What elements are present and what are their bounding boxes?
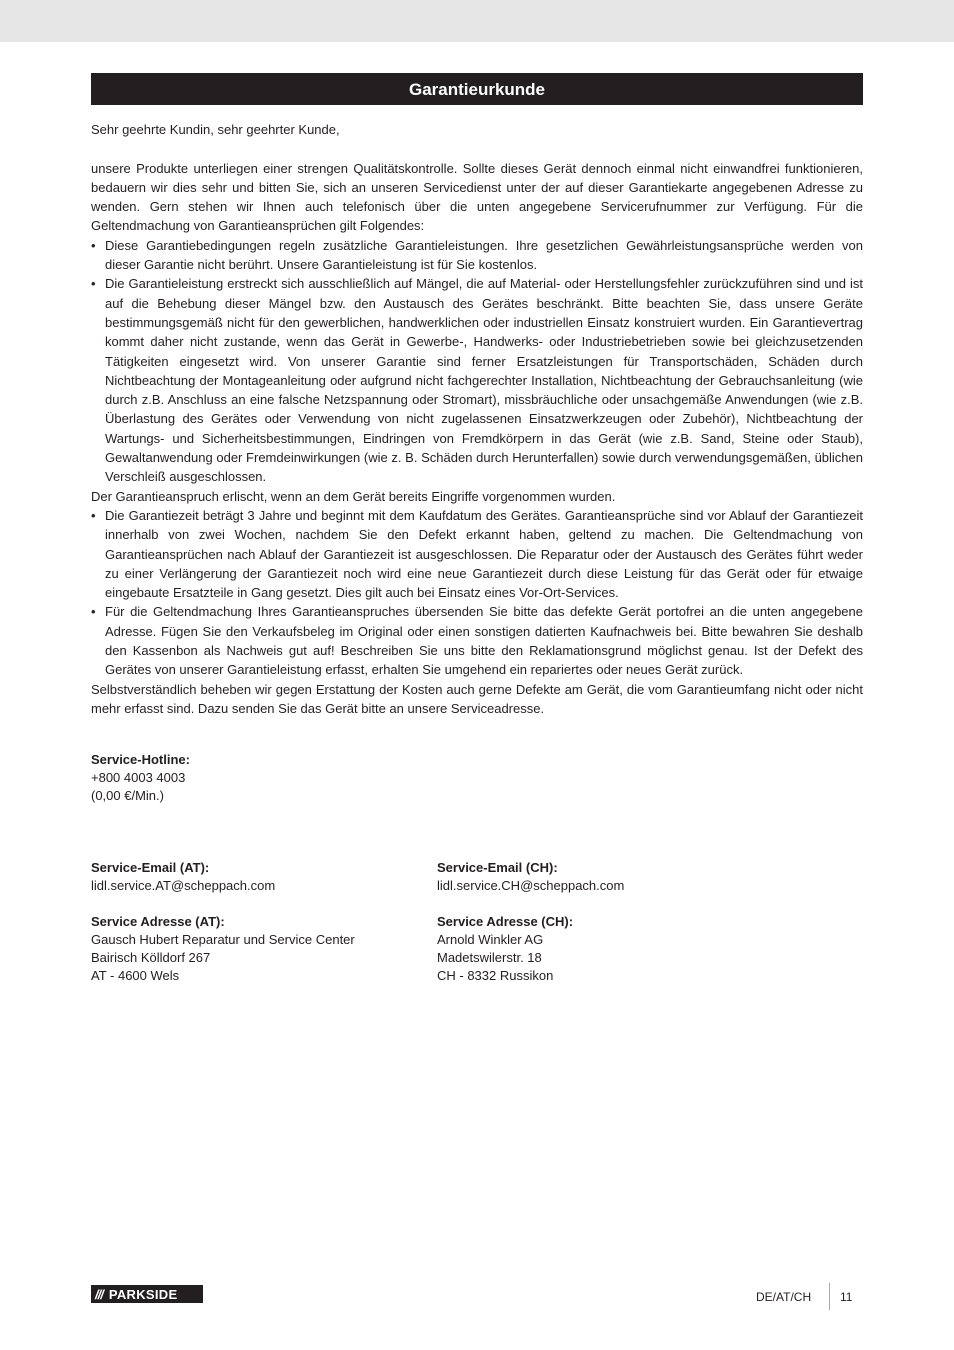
email-at-block — [91, 859, 437, 895]
logo-slashes: /// — [95, 1286, 103, 1302]
address-at-line: AT - 4600 Wels — [91, 968, 180, 983]
footer-language-codes: DE/AT/CH — [756, 1290, 812, 1304]
list-item: • Für die Geltendmachung Ihres Garantieanspruches übersenden Sie bitte das defekte Gerät portofrei an die unten angegebene Adresse. Fügen Sie den Verkaufsbeleg im Original oder einen sonstigen datierten Kaufnachweis bei. Bitte bewahren Sie deshalb den Kassenbon als Nachweis gut auf! Beschreiben Sie uns bitte den Reklamationsgrund möglichst genau. Ist der Defekt des Gerätes von unserer Garantieleistung erfasst, erhalten Sie umgehend ein repariertes oder neues Gerät zurück. — [91, 602, 863, 679]
address-at-line: Bairisch Kölldorf 267 — [91, 950, 211, 965]
list-item: • Die Garantiezeit beträgt 3 Jahre und beginnt mit dem Kaufdatum des Gerätes. Garantieansprüche sind vor Ablauf der Garantiezeit innerhalb von zwei Wochen, nachdem Sie den Defekt erkannt haben, geltend zu machen. Die Geltendmachung von Garantieansprüchen nach Ablauf der Garantiezeit ist ausgeschlossen. Die Reparatur oder der Austausch des Gerätes führt weder zu einer Verlängerung der Garantiezeit noch wird eine neue Garantiezeit durch diese Leistung für das Gerät oder für etwaige eingebaute Ersatzteile in Gang gesetzt. Dies gilt auch bei Einsatz eines Vor-Ort-Services. — [91, 506, 863, 602]
greeting: Sehr geehrte Kundin, sehr geehrter Kunde, — [91, 122, 340, 137]
hotline-number: +800 4003 4003 — [91, 770, 186, 785]
hotline-block — [91, 751, 863, 805]
ch-column — [437, 859, 783, 1003]
parkside-logo — [91, 1285, 203, 1303]
email-ch-label: Service-Email (CH): — [437, 860, 558, 875]
guarantee-text — [91, 120, 863, 718]
email-ch: lidl.service.CH@scheppach.com — [437, 878, 625, 893]
bullet-list-a — [91, 236, 863, 487]
footer-divider — [829, 1283, 830, 1310]
list-item: • Die Garantieleistung erstreckt sich ausschließlich auf Mängel, die auf Material- oder Herstellungsfehler zurückzuführen sind und ist auf die Behebung dieser Mängel bzw. den Austausch des Gerätes beschränkt. Bitte beachten Sie, dass unsere Geräte bestimmungsgemäß nicht für den gewerblichen, handwerklichen oder industriellen Einsatz konstruiert wurden. Ein Garantievertrag kommt daher nicht zustande, wenn das Gerät in Gewerbe-, Handwerks- oder Industriebetrieben sowie bei gleichzusetzenden Tätigkeiten eingesetzt wird. Von unserer Garantie sind ferner Ersatzleistungen für Transportschäden, Schäden durch Nichtbeachtung der Montageanleitung oder aufgrund nicht fachgerechter Installation, Nichtbeachtung der Gebrauchsanleitung (wie durch z.B. Anschluss an eine falsche Netzspannung oder Stromart), missbräuchliche oder unsachgemäße Anwendungen (wie z.B. Überlastung des Gerätes oder Verwendung von nicht zugelassenen Einsatzwerkzeugen oder Zubehör), Nichtbeachtung der Wartungs- und Sicherheitsbestimmungen, Eindringen von Fremdkörpern in das Gerät (wie z.B. Sand, Steine oder Staub), Gewaltanwendung oder Fremdeinwirkungen (wie z. B. Schäden durch Herunterfallen) sowie durch verwendungsgemäßen, üblichen Verschleiß ausgeschlossen. — [91, 274, 863, 486]
expiry-note: Der Garantieanspruch erlischt, wenn an dem Gerät bereits Eingriffe vorgenommen wurden. — [91, 488, 616, 504]
address-ch-line: CH - 8332 Russikon — [437, 968, 554, 983]
address-ch-block — [437, 913, 783, 985]
service-contacts — [91, 751, 863, 1003]
logo-text: PARKSIDE — [108, 1286, 178, 1302]
top-band — [0, 0, 954, 42]
address-ch-line: Arnold Winkler AG — [437, 932, 544, 947]
page-number: 11 — [840, 1290, 853, 1304]
email-at: lidl.service.AT@scheppach.com — [91, 878, 276, 893]
email-ch-block — [437, 859, 783, 895]
address-at-label: Service Adresse (AT): — [91, 914, 225, 929]
at-column — [91, 859, 437, 1003]
closing-paragraph: Selbstverständlich beheben wir gegen Erstattung der Kosten auch gerne Defekte am Gerät, die vom Garantieumfang nicht oder nicht mehr erfasst sind. Dazu senden Sie das Gerät bitte an unsere Serviceadresse. — [91, 681, 863, 716]
intro-paragraph: unsere Produkte unterliegen einer strengen Qualitätskontrolle. Sollte dieses Gerät dennoch einmal nicht einwandfrei funktionieren, bedauern wir dies sehr und bitten Sie, sich an unseren Servicedienst unter der auf dieser Garantiekarte angegebenen Adresse zu wenden. Gern stehen wir Ihnen auch telefonisch über die unten angegebene Servicerufnummer zur Verfügung. Für die Geltendmachung von Garantieansprüchen gilt Folgendes: — [91, 160, 863, 234]
page-title: Garantieurkunde — [91, 73, 863, 105]
hotline-price: (0,00 €/Min.) — [91, 788, 164, 803]
address-ch-line: Madetswilerstr. 18 — [437, 950, 542, 965]
address-at-line: Gausch Hubert Reparatur und Service Center — [91, 932, 355, 947]
hotline-label: Service-Hotline: — [91, 752, 190, 767]
bullet-list-b — [91, 506, 863, 680]
address-at-block — [91, 913, 437, 985]
email-at-label: Service-Email (AT): — [91, 860, 210, 875]
list-item: • Diese Garantiebedingungen regeln zusätzliche Garantieleistungen. Ihre gesetzlichen Gewährleistungsansprüche werden von dieser Garantie nicht berührt. Unsere Garantieleistung ist für Sie kostenlos. — [91, 236, 863, 275]
address-ch-label: Service Adresse (CH): — [437, 914, 574, 929]
